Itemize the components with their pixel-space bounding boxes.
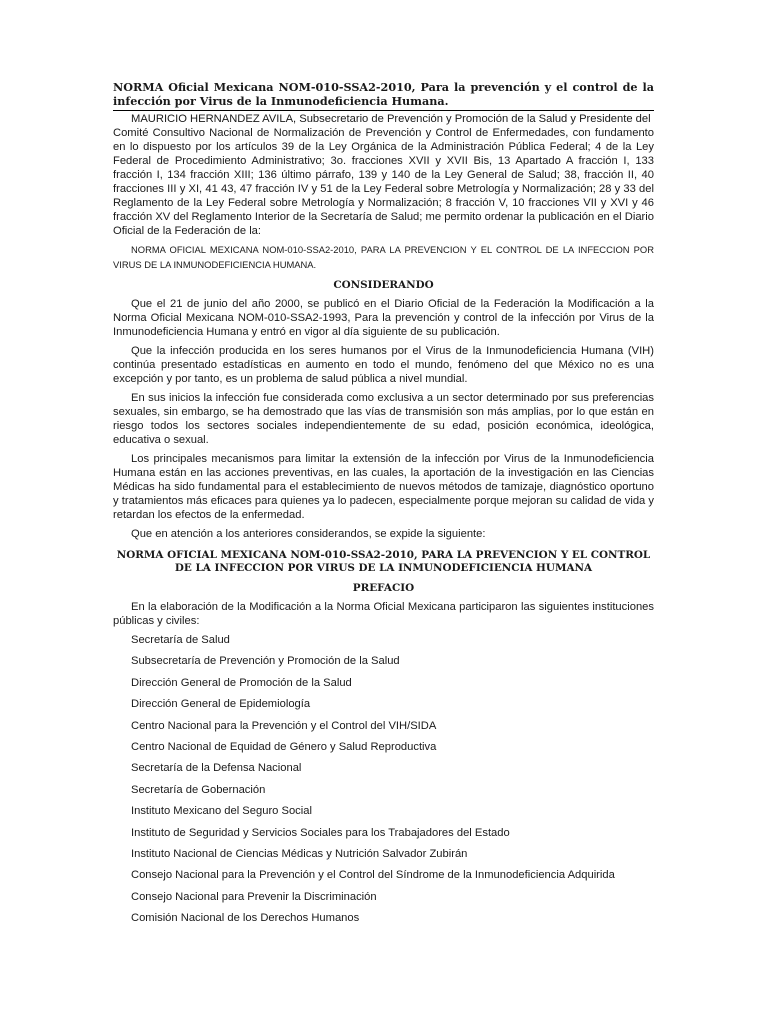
norm-caps-title: NORMA OFICIAL MEXICANA NOM-010-SSA2-2010, PARA LA PREVENCION Y EL CONTROL DE LA INFECCION POR VIRUS DE LA INMUNODEFICIENCIA HUMANA.	[113, 244, 654, 270]
list-item: Centro Nacional para la Prevención y el Control del VIH/SIDA	[131, 719, 437, 732]
list-item: Instituto Mexicano del Seguro Social	[131, 805, 312, 818]
document-page	[113, 80, 654, 932]
list-item: Secretaría de Salud	[131, 634, 230, 646]
list-item: Centro Nacional de Equidad de Género y Salud Reproductiva	[131, 740, 437, 753]
considerando-paragraph: Que la infección producida en los seres humanos por el Virus de la Inmunodeficiencia Humana (VIH) continúa presentado estadísticas en aumento en todo el mundo, fenómeno del que México no es una excepción y por tanto, es un problema de salud pública a nivel mundial.	[113, 345, 654, 385]
institutions-list	[113, 633, 654, 925]
intro-first-line: MAURICIO HERNANDEZ AVILA, Subsecretario de Prevención y Promoción de la Salud y Presidente del	[131, 113, 651, 125]
document-title: NORMA Oficial Mexicana NOM-010-SSA2-2010, Para la prevención y el control de la infección por Virus de la Inmunodeficiencia Humana.	[113, 80, 654, 111]
considerando-heading: CONSIDERANDO	[333, 279, 434, 291]
list-item: Instituto Nacional de Ciencias Médicas y Nutrición Salvador Zubirán	[131, 847, 468, 860]
list-item: Consejo Nacional para Prevenir la Discriminación	[131, 890, 377, 903]
considerando-paragraph: En sus inicios la infección fue considerada como exclusiva a un sector determinado por sus preferencias sexuales, sin embargo, se ha demostrado que las vías de transmisión son más amplias, por lo que están en riesgo todos los sectores sociales independientemente de su edad, posición económica, ideológica, educativa o sexual.	[113, 392, 654, 446]
considerando-section	[113, 297, 654, 541]
prefacio-intro: En la elaboración de la Modificación a la Norma Oficial Mexicana participaron las siguientes instituciones públicas y civiles:	[113, 601, 654, 627]
considerando-paragraph: Que en atención a los anteriores considerandos, se expide la siguiente:	[131, 528, 486, 540]
list-item: Dirección General de Promoción de la Salud	[131, 676, 352, 689]
list-item: Secretaría de Gobernación	[131, 783, 266, 796]
list-item: Consejo Nacional para la Prevención y el Control del Síndrome de la Inmunodeficiencia Adquirida	[131, 869, 615, 882]
list-item: Instituto de Seguridad y Servicios Sociales para los Trabajadores del Estado	[131, 826, 510, 839]
considerando-paragraph: Los principales mecanismos para limitar la extensión de la infección por Virus de la Inmunodeficiencia Humana están en las acciones preventivas, en las cuales, la aportación de la investigación en las Ciencias Médicas ha sido fundamental para el establecimiento de nuevos métodos de tamizaje, diagnóstico oportuno y tratamientos más eficaces para quienes ya lo padecen, especialmente porque mejoran su calidad de vida y retardan los efectos de la enfermedad.	[113, 453, 654, 521]
prefacio-heading: PREFACIO	[352, 582, 415, 594]
list-item: Dirección General de Epidemiología	[131, 698, 311, 711]
considerando-paragraph: Que el 21 de junio del año 2000, se publicó en el Diario Oficial de la Federación la Modificación a la Norma Oficial Mexicana NOM-010-SSA2-1993, Para la prevención y control de la infección por Virus de la Inmunodeficiencia Humana y entró en vigor al día siguiente de su publicación.	[113, 298, 654, 338]
norm-heading: NORMA OFICIAL MEXICANA NOM-010-SSA2-2010, PARA LA PREVENCION Y EL CONTROL DE LA INFECCION POR VIRUS DE LA INMUNODEFICIENCIA HUMANA	[116, 549, 651, 574]
list-item: Subsecretaría de Prevención y Promoción de la Salud	[131, 655, 400, 668]
intro-rest: Comité Consultivo Nacional de Normalización de Prevención y Control de Enfermedades, con fundamento en lo dispuesto por los artículos 39 de la Ley Orgánica de la Administración Pública Federal; 4 de la Ley Federal de Procedimiento Administrativo; 3o. fracciones XVII y XVII Bis, 13 Apartado A fracción I, 133 fracción I, 134 fracción XIII; 136 último párrafo, 139 y 140 de la Ley General de Salud; 38, fracción II, 40 fracciones III y XI, 41 43, 47 fracción IV y 51 de la Ley Federal sobre Metrología y Normalización; 28 y 33 del Reglamento de la Ley Federal sobre Metrología y Normalización; 8 fracción V, 10 fracciones VII y XVI y 46 fracción XV del Reglamento Interior de la Secretaría de Salud; me permito ordenar la publicación en el Diario Oficial de la Federación de la:	[113, 127, 654, 237]
intro-paragraph	[113, 112, 654, 238]
list-item: Secretaría de la Defensa Nacional	[131, 762, 302, 775]
list-item: Comisión Nacional de los Derechos Humanos	[131, 912, 360, 925]
